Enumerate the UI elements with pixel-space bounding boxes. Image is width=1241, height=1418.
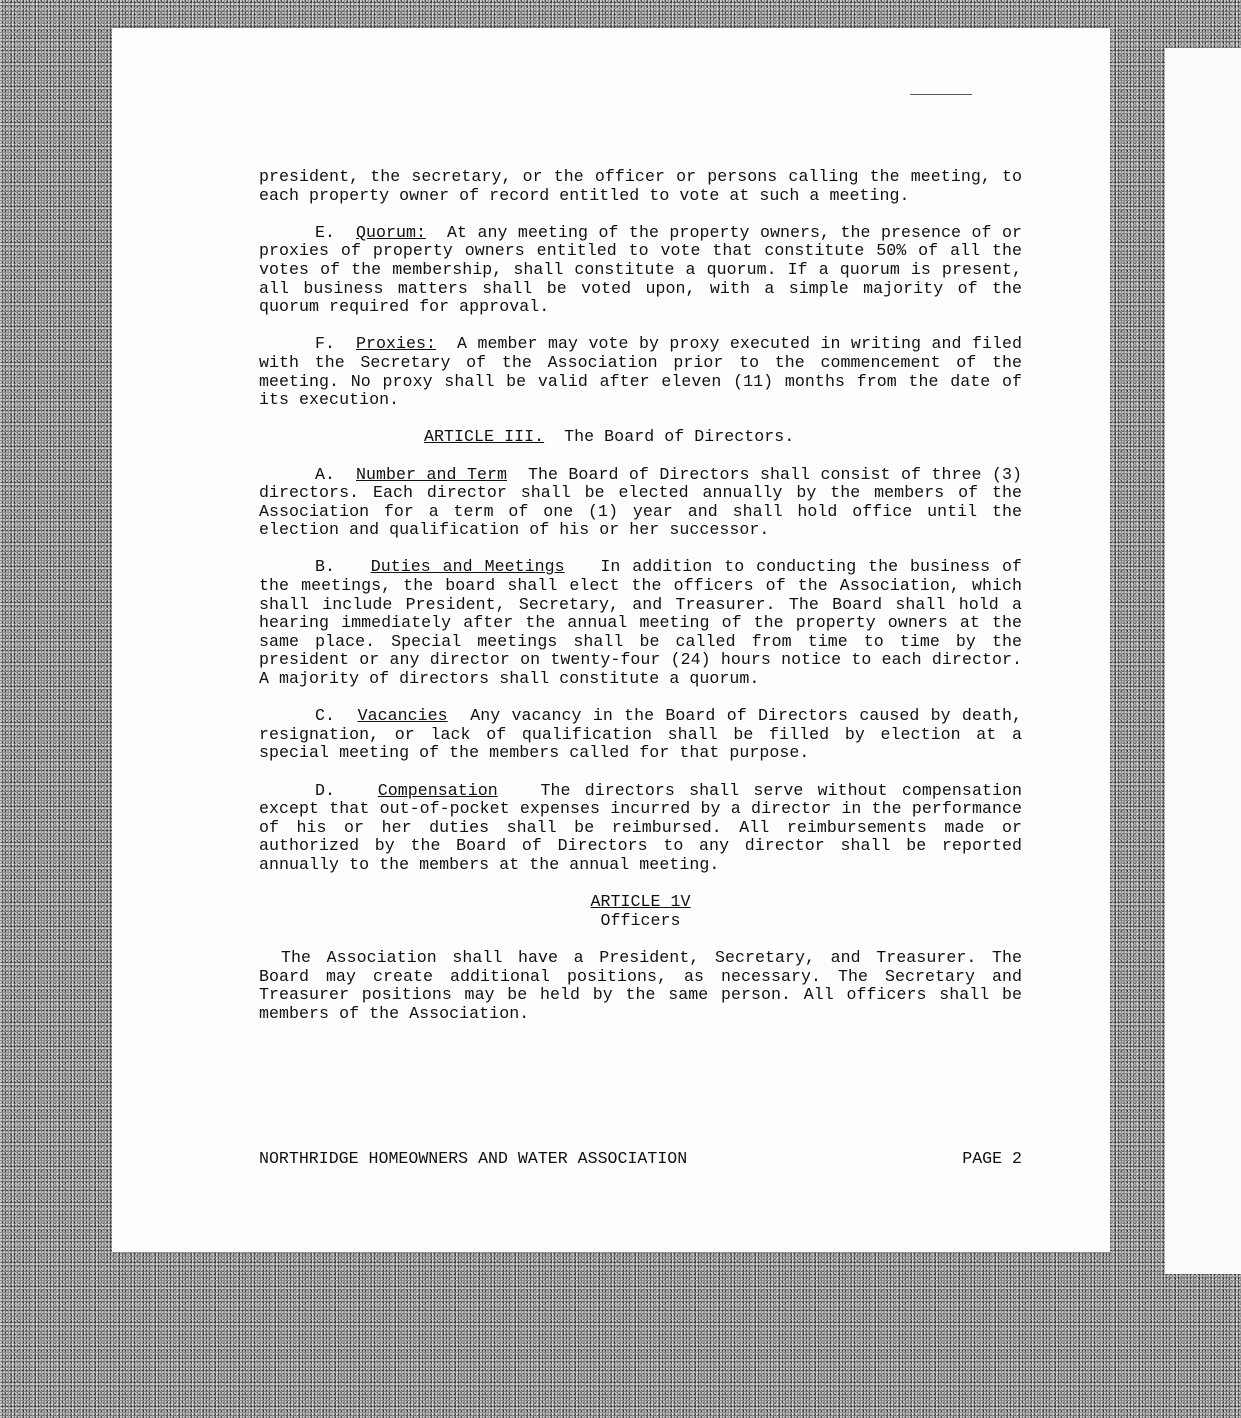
article-3-heading	[259, 428, 1022, 447]
document-body	[259, 168, 1022, 1042]
section-3c-label: C.	[315, 706, 336, 726]
section-e-title: Quorum:	[355, 222, 427, 242]
document-page	[112, 28, 1110, 1252]
article-4-title: Officers	[600, 910, 681, 930]
intro-paragraph: president, the secretary, or the officer or persons calling the meeting, to each property owner of record entitled to vote at such a meeting.	[259, 167, 1022, 205]
section-3d-text: The directors shall serve without compensation except that out-of-pocket expenses incurred by a director in the performance of his or her duties shall be reimbursed. All reimbursements made or authorized by the Board of Directors to any director shall be reported annually to the members at the annual meeting.	[259, 780, 1022, 874]
section-e-text: At any meeting of the property owners, the presence of or proxies of property owners entitled to vote that constitute 50% of all the votes of the membership, shall constitute a quorum. If a quorum is present, all business matters shall be voted upon, with a simple majority of the quorum required for approval.	[259, 222, 1022, 317]
section-3a-number-and-term	[259, 466, 1022, 540]
section-f-title: Proxies:	[355, 334, 437, 354]
section-3c-vacancies	[259, 707, 1022, 763]
footer-organization: NORTHRIDGE HOMEOWNERS AND WATER ASSOCIATION	[259, 1149, 688, 1168]
adjacent-page-edge	[1165, 48, 1241, 1274]
article-3-label: ARTICLE III.	[424, 427, 545, 447]
section-3b-duties-and-meetings	[259, 558, 1022, 688]
section-3c-title: Vacancies	[357, 706, 448, 726]
section-3c-text: Any vacancy in the Board of Directors caused by death, resignation, or lack of qualification shall be filled by election at a special meeting of the members called for that purpose.	[259, 706, 1022, 763]
stray-mark	[910, 94, 972, 95]
article-4-heading	[259, 893, 1022, 930]
section-3d-label: D.	[315, 780, 336, 800]
section-3a-text: The Board of Directors shall consist of three (3) directors. Each director shall be elected annually by the members of the Association for a term of one (1) year and shall hold office until the election and qualification of his or her successor.	[259, 464, 1022, 540]
section-e-label: E.	[315, 222, 336, 242]
section-3b-title: Duties and Meetings	[370, 557, 565, 577]
section-3d-compensation	[259, 782, 1022, 875]
page-footer	[259, 1150, 1022, 1169]
section-f-text: A member may vote by proxy executed in writing and filed with the Secretary of the Association prior to the commencement of the meeting. No proxy shall be valid after eleven (11) months from the date of its execution.	[259, 334, 1022, 410]
section-e-quorum	[259, 224, 1022, 317]
section-f-label: F.	[315, 334, 336, 354]
officers-paragraph: The Association shall have a President, Secretary, and Treasurer. The Board may create additional positions, as necessary. The Secretary and Treasurer positions may be held by the same person. All officers shall be members of the Association.	[259, 947, 1022, 1023]
section-3b-text: In addition to conducting the business of the meetings, the board shall elect the officers of the Association, which shall include President, Secretary, and Treasurer. The Board shall hold a hearing immediately after the annual meeting of the property owners at the same place. Special meetings shall be called from time to time by the president or any director on twenty-four (24) hours notice to each director. A majority of directors shall constitute a quorum.	[259, 557, 1022, 689]
section-3d-title: Compensation	[377, 780, 498, 800]
section-f-proxies	[259, 335, 1022, 409]
article-4-label: ARTICLE 1V	[590, 892, 691, 912]
section-3a-title: Number and Term	[355, 464, 507, 484]
section-3a-label: A.	[315, 464, 336, 484]
footer-page-number: PAGE 2	[962, 1149, 1022, 1168]
section-3b-label: B.	[315, 557, 336, 577]
article-3-title: The Board of Directors.	[564, 427, 795, 447]
